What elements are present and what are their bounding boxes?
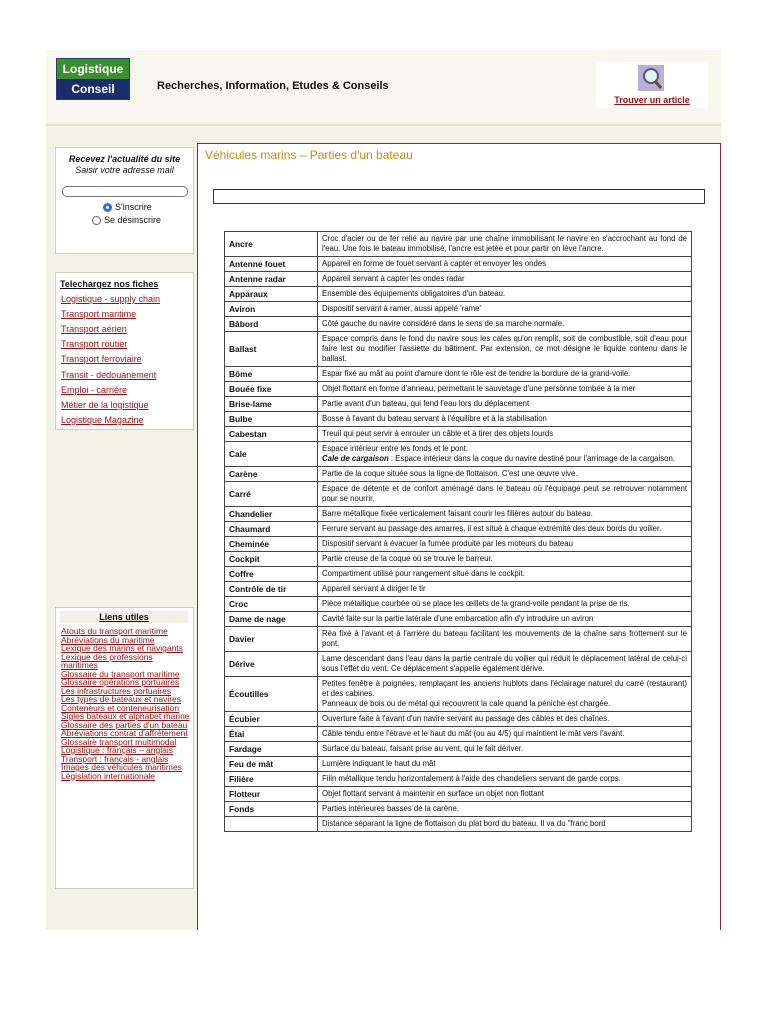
table-row	[225, 627, 692, 652]
definition-cell: Ferrure servant au passage des amarres, il est situé à chaque extrémité des deux bords du voilier.	[318, 522, 692, 537]
definition-cell: Dispositif servant à ramer, aussi appelé 'rame'	[318, 302, 692, 317]
definition-cell: Partie avant d'un bateau, qui fend l'eau lors du déplacement	[318, 397, 692, 412]
table-row	[225, 567, 692, 582]
fiche-link[interactable]: Logistique - supply chain	[61, 294, 161, 304]
definition-cell: Lumière indiquant le haut du mât	[318, 757, 692, 772]
definition-cell: Objet flottant servant à maintenir en surface un objet non flottant	[318, 787, 692, 802]
table-row	[225, 802, 692, 817]
term-cell: Cabestan	[225, 427, 318, 442]
table-row	[225, 612, 692, 627]
table-row	[225, 332, 692, 367]
definition-cell	[318, 442, 692, 467]
table-row	[225, 522, 692, 537]
table-row	[225, 317, 692, 332]
newsletter-title: Recevez l'actualité du site	[68, 154, 181, 164]
useful-link[interactable]: Législation internationale	[61, 770, 156, 781]
site-header	[46, 50, 721, 122]
definition-cell: Ensemble des équipements obligatoires d'un bateau.	[318, 287, 692, 302]
useful-link[interactable]: Sigles bateaux et alphabet marine	[61, 711, 190, 721]
useful-link[interactable]: Abréviations contrat d'affrètement	[61, 728, 188, 738]
term-cell: Carré	[225, 482, 318, 507]
term-cell: Bulbe	[225, 412, 318, 427]
term-cell: Antenne radar	[225, 272, 318, 287]
definition-cell: Objet flottant en forme d'anneau, permettant le sauvetage d'une personne tombée à la mer	[318, 382, 692, 397]
definition-cell: Pièce métallique courbée où se place les œillets de la grand-voile pendant la prise de ris.	[318, 597, 692, 612]
table-row	[225, 787, 692, 802]
useful-link[interactable]: Atouts du transport maritime	[61, 626, 168, 636]
term-cell: Croc	[225, 597, 318, 612]
useful-link[interactable]: Transport : français - anglais	[61, 753, 169, 764]
table-row	[225, 482, 692, 507]
term-cell: Contrôle de tir	[225, 582, 318, 597]
table-row	[225, 287, 692, 302]
useful-link[interactable]: Les types de bateaux et navires	[61, 694, 182, 704]
definition-cell: Appareil en forme de fouet servant à capter et envoyer les ondes	[318, 257, 692, 272]
definition-cell: Compartiment utilisé pour rangement situé dans le cockpit.	[318, 567, 692, 582]
site-logo[interactable]	[56, 58, 130, 100]
useful-links-list	[61, 627, 191, 780]
unsubscribe-radio[interactable]	[92, 216, 101, 225]
search-article-box[interactable]	[596, 62, 708, 108]
table-row	[225, 302, 692, 317]
useful-link[interactable]: Les infrastructures portuaires	[61, 685, 172, 696]
term-cell: Ancre	[225, 232, 318, 257]
table-row	[225, 507, 692, 522]
table-row	[225, 757, 692, 772]
term-cell: Flotteur	[225, 787, 318, 802]
fiche-link[interactable]: Transport routier	[61, 339, 128, 349]
term-cell: Écubier	[225, 712, 318, 727]
site-tagline: Recherches, Information, Etudes & Conseils	[157, 80, 389, 92]
definition-cell: Partie creuse de la coque où se trouve le barreur.	[318, 552, 692, 567]
header-divider	[46, 124, 721, 126]
table-row	[225, 582, 692, 597]
search-article-link[interactable]: Trouver un article	[614, 95, 690, 105]
term-cell: Filière	[225, 772, 318, 787]
term-cell: Brise-lame	[225, 397, 318, 412]
term-cell: Cale	[225, 442, 318, 467]
definition-cell: Espar fixé au mât au point d'amure dont le rôle est de tendre la bordure de la grand-voile.	[318, 367, 692, 382]
definition-cell: Ouverture faite à l'avant d'un navire servant au passage des câbles et des chaînes.	[318, 712, 692, 727]
download-sheets-box	[55, 272, 194, 430]
definition-cell: Filin métallique tendu horizontalement à l'aide des chandeliers servant de garde corps.	[318, 772, 692, 787]
definition-cell: Croc d'acier ou de fer relié au navire par une chaîne immobilisant le navire en s'accrochant au fond de l'eau. Une fois le bateau immobilisé, l'ancre est jetée et pour partir on lève l'ancre.	[318, 232, 692, 257]
glossary-table	[224, 231, 692, 832]
term-cell: Davier	[225, 627, 318, 652]
term-cell: Carène	[225, 467, 318, 482]
definition-text: Espace intérieur entre les fonds et le pont.	[322, 444, 469, 453]
useful-link[interactable]: Images des véhicules maritimes	[61, 762, 182, 772]
logo-top-text: Logistique	[57, 59, 129, 79]
sub-term: Cale de cargaison	[322, 454, 389, 463]
useful-link[interactable]: Glossaire opérations portuaires	[61, 677, 180, 687]
term-cell: Chandelier	[225, 507, 318, 522]
definition-text: Petites fenêtre à poignées, remplaçant les anciens hublots dans l'éclairage naturel du carré (restaurant) et des cabines.	[322, 679, 687, 698]
table-row	[225, 652, 692, 677]
table-row	[225, 397, 692, 412]
table-row	[225, 272, 692, 287]
term-cell: Chaumard	[225, 522, 318, 537]
table-row	[225, 727, 692, 742]
definition-cell: Treuil qui peut servir à enrouler un câble et à tirer des objets lourds	[318, 427, 692, 442]
term-cell: Fonds	[225, 802, 318, 817]
definition-cell: Dispositif servant à évacuer la fumée produite par les moteurs du bateau	[318, 537, 692, 552]
useful-link[interactable]: Logistique : français – anglais	[61, 745, 173, 755]
table-row	[225, 232, 692, 257]
useful-link[interactable]: Glossaire du transport maritime	[61, 668, 180, 679]
definition-cell: Côté gauche du navire considéré dans le sens de sa marche normale.	[318, 317, 692, 332]
table-row	[225, 772, 692, 787]
definition-cell: Partie de la coque située sous la ligne de flottaison. C'est une œuvre vive.	[318, 467, 692, 482]
useful-link[interactable]: Abréviations du maritime	[61, 634, 155, 645]
fiche-link[interactable]: Transport maritime	[61, 309, 137, 319]
useful-link[interactable]: Glossaire des parties d'un bateau	[61, 719, 188, 730]
table-row	[225, 597, 692, 612]
table-row	[225, 712, 692, 727]
unsubscribe-option[interactable]	[92, 215, 161, 225]
term-cell	[225, 817, 318, 832]
term-cell: Bâbord	[225, 317, 318, 332]
useful-links-title: Liens utiles	[60, 611, 188, 623]
table-row	[225, 537, 692, 552]
definition-cell: Barre métallique fixée verticalement faisant courir les filières autour du bateau.	[318, 507, 692, 522]
email-field[interactable]	[62, 186, 188, 197]
term-cell: Aviron	[225, 302, 318, 317]
term-cell: Cheminée	[225, 537, 318, 552]
table-row	[225, 412, 692, 427]
fiche-link[interactable]: Métier de la logistique	[61, 400, 149, 410]
newsletter-box	[55, 147, 194, 254]
term-cell: Apparaux	[225, 287, 318, 302]
term-cell: Bouée fixe	[225, 382, 318, 397]
subscribe-option[interactable]	[103, 202, 152, 212]
term-cell: Antenne fouet	[225, 257, 318, 272]
table-row	[225, 367, 692, 382]
term-cell: Ballast	[225, 332, 318, 367]
sub-definition: : Espace intérieur dans la coque du navire destiné pour l'arrimage de la cargaison.	[388, 454, 675, 463]
term-cell: Écoutilles	[225, 677, 318, 712]
term-cell: Étai	[225, 727, 318, 742]
fiche-link[interactable]: Transit - dedouanement	[61, 370, 157, 380]
useful-link[interactable]: Glossaire transport multimodal	[61, 736, 177, 747]
definition-cell: Cavité faite sur la partie latérale d'une embarcation afin d'y introduire un aviron	[318, 612, 692, 627]
logo-bottom-text: Conseil	[57, 79, 129, 99]
definition-cell	[318, 677, 692, 712]
magnifier-icon[interactable]	[638, 65, 664, 91]
definition-cell: Parties intérieures basses de la carène.	[318, 802, 692, 817]
definition-cell: Espace de détente et de confort aménagé dans le bateau où l'équipage peut se retrouver notamment pour se nourrir.	[318, 482, 692, 507]
unsubscribe-label: Se désinscrire	[104, 215, 162, 225]
table-row	[225, 427, 692, 442]
useful-link[interactable]: Conteneurs et conteneurisation	[61, 702, 180, 713]
definition-cell: Bosse à l'avant du bateau servant à l'équilibre et à la stabilisation	[318, 412, 692, 427]
page-frame	[46, 50, 721, 930]
definition-cell: Appareil servant à capter les ondes radar	[318, 272, 692, 287]
term-cell: Bôme	[225, 367, 318, 382]
content-bar	[213, 189, 705, 204]
term-cell: Feu de mât	[225, 757, 318, 772]
fiche-link[interactable]: Transport ferroviaire	[61, 354, 142, 364]
definition-cell: Distance séparant la ligne de flottaison du plat bord du bateau. Il va du "franc bord	[318, 817, 692, 832]
term-cell: Coffre	[225, 567, 318, 582]
definition-cell: Appareil servant à diriger le tir	[318, 582, 692, 597]
definition-cell: Espace compris dans le fond du navire sous les cales qu'on remplit, soit de combustible, soit d'eau pour faire lest ou modifier l'assiette du bâtiment. Par extension, ce mot désigne le liquide contenu dans le ballast.	[318, 332, 692, 367]
download-sheets-title: Telechargez nos fiches	[60, 279, 159, 289]
term-cell: Fardage	[225, 742, 318, 757]
table-row	[225, 552, 692, 567]
newsletter-subtitle: Saisir votre adresse mail	[75, 165, 174, 175]
definition-text-2: Panneaux de bois ou de métal qui recouvrent la cale quand la péniche est chargée.	[322, 699, 611, 708]
definition-cell: Câble tendu entre l'étrave et le haut du mât (ou au 4/5) qui maintient le mât vers l'avant.	[318, 727, 692, 742]
term-cell: Dérive	[225, 652, 318, 677]
useful-link[interactable]: Lexique des marins et navigants	[61, 643, 183, 653]
term-cell: Dame de nage	[225, 612, 318, 627]
definition-cell: Réa fixé à l'avant et à l'arrière du bateau facilitant les mouvements de la chaîne sans frottement sur le pont.	[318, 627, 692, 652]
fiche-link[interactable]: Transport aérien	[61, 324, 127, 334]
definition-cell: Lame descendant dans l'eau dans la partie centrale du voilier qui réduit le déplacement latéral de celui-ci sous l'effet du vent. Ce déplacement s'appelle également dérive.	[318, 652, 692, 677]
useful-link[interactable]: Lexique des professions maritimes	[61, 651, 153, 670]
fiche-link[interactable]: Emploi - carrière	[61, 385, 128, 395]
table-row	[225, 382, 692, 397]
table-row	[225, 677, 692, 712]
subscribe-label: S'inscrire	[115, 202, 152, 212]
definition-cell: Surface du bateau, faisant prise au vent, qui le fait dériver.	[318, 742, 692, 757]
useful-links-box	[55, 607, 194, 889]
main-content	[197, 143, 721, 930]
table-row	[225, 742, 692, 757]
table-row	[225, 442, 692, 467]
table-row	[225, 467, 692, 482]
fiche-link[interactable]: Logistique Magazine	[61, 415, 144, 425]
table-row	[225, 817, 692, 832]
table-row	[225, 257, 692, 272]
subscribe-radio[interactable]	[103, 203, 112, 212]
term-cell: Cockpit	[225, 552, 318, 567]
page-title: Véhicules marins – Parties d'un bateau	[205, 148, 413, 162]
